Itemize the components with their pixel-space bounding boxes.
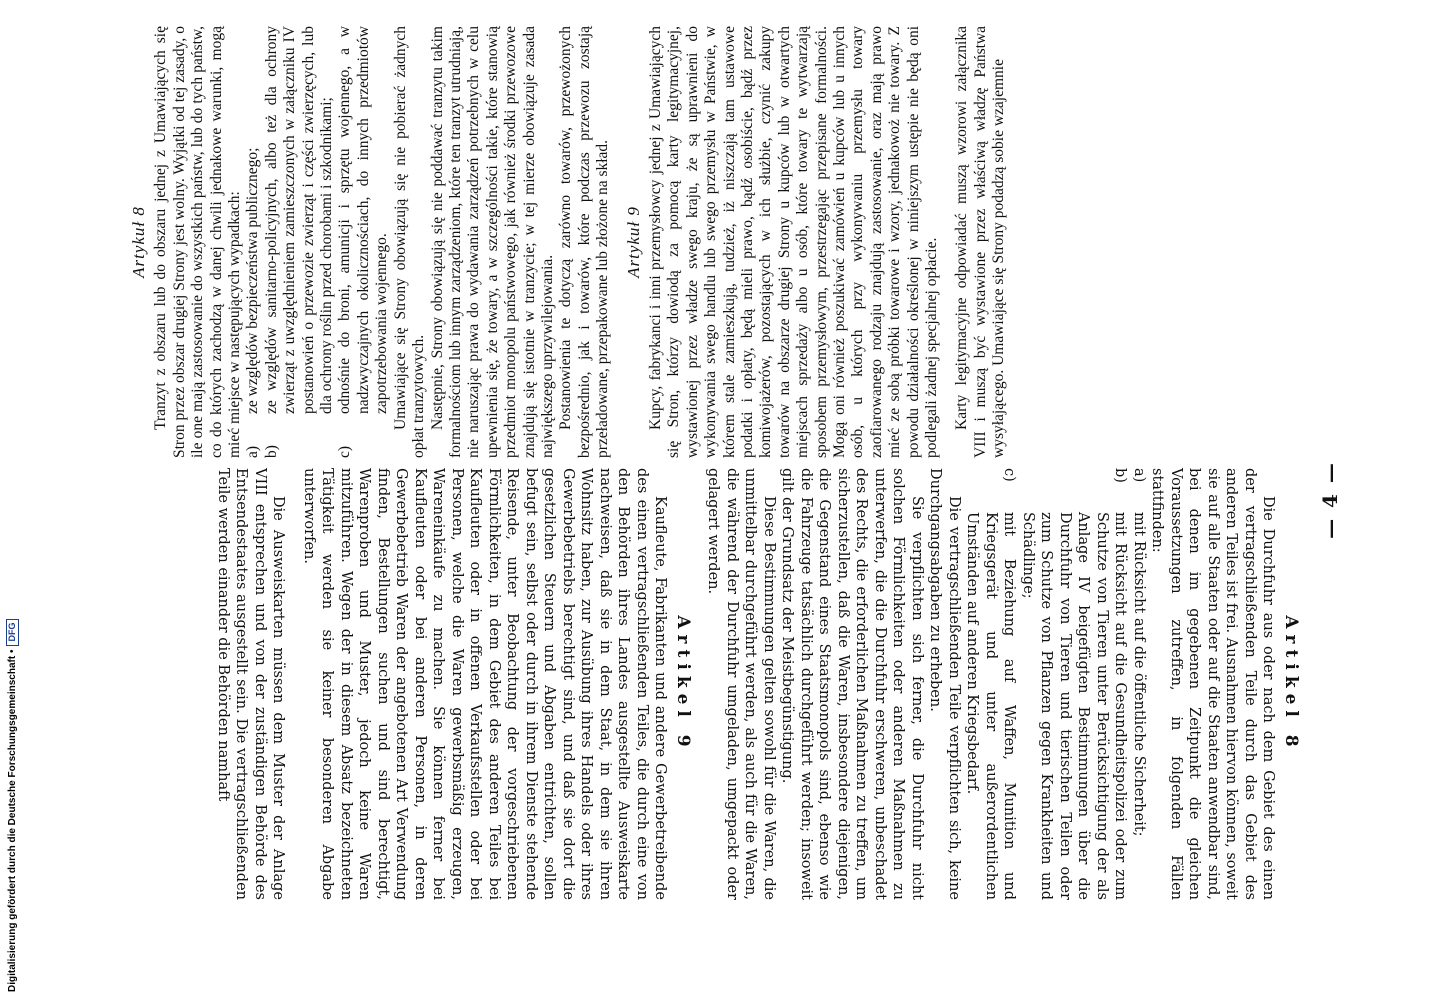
list-item: [1019, 468, 1130, 900]
polish-article8-title: Artykuł 8: [129, 206, 148, 278]
list-item: [336, 26, 391, 458]
list-item-label: c): [1001, 468, 1018, 482]
list-item-text: mit Rücksicht auf die Gesundheitspolizei oder zum Schutze von Tieren unter Berücksichtigung der als Anlage IV beigefügten Bestimmungen über die Durchfuhr von Tieren und tierischen Teilen oder zum Schutze von Pflanzen gegen Krankheiten und Schädlinge;: [1020, 512, 1129, 900]
polish-article8-para4: Postanowienia te dotyczą zarówno towarów, przewożonych bezpośrednio, jak i towarów, które podczas przewozu zostają przeładowane, przepakowane lub złożone na skład.: [557, 26, 612, 458]
german-article8-intro: Die Durchfuhr aus oder nach dem Gebiet des einen der vertragschließenden Teile durch das Gebiet des anderen Teiles ist frei. Ausnahmen hiervon können, soweit sie auf alle Staaten oder auf die Staaten anwendbar sind, bei denen im gegebenen Zeitpunkt die gleichen Voraussetzungen zutreffen, in folgenden Fällen stattfinden:: [1149, 468, 1277, 900]
polish-article8-list: [244, 26, 391, 458]
german-column: [130, 468, 1300, 900]
list-item-text: mit Rücksicht auf die öffentliche Sicherheit;: [1131, 512, 1147, 837]
polish-column: [130, 26, 1300, 458]
list-item-label: b): [1112, 468, 1129, 483]
polish-article9-para2: Karty legitymacyjne odpowiadać muszą wzorowi załącznika VIII i muszą być wystawione przez właściwą władzę Państwa wysyłającego. Umawiające się Strony podadzą sobie wzajemnie: [953, 26, 1008, 458]
footer-text: Digitalisierung gefördert durch die Deutsche Forschungsgemeinschaft •: [7, 649, 19, 992]
list-item: [263, 26, 337, 458]
list-item: [1130, 468, 1149, 900]
list-item: [963, 468, 1019, 900]
dfg-logo: DFG: [6, 619, 19, 646]
german-article8-para3: Sie verpflichten sich ferner, die Durchfuhr nicht solchen Förmlichkeiten oder anderen Maßnahmen zu unterwerfen, die die Durchfuhr erschweren, unbeschadet des Rechts, die erforderlichen Maßnahmen zu treffen, um sicherzustellen, daß die Waren, insbesondere diejenigen, die Gegenstand eines Staatsmonopols sind, ebenso wie die Fahrzeuge tatsächlich durchgeführt werden; insoweit gilt der Grundsatz der Meistbegünstigung.: [779, 468, 925, 900]
polish-article9-title: Artykuł 9: [623, 206, 643, 278]
german-article8-title: Artikel 8: [1281, 615, 1301, 753]
list-item-label: b): [262, 445, 280, 458]
list-item-text: ze względów bezpieczeństwa publicznego;: [244, 147, 262, 414]
digitization-footer: [6, 619, 19, 992]
german-article9-para2: Die Ausweiskarten müssen dem Muster der Anlage VIII entsprechen und von der zuständigen Behörde des Entsendestaates ausgestellt sein. Die vertragschließenden Teile werden einander die Behörden namhaft: [215, 468, 287, 900]
polish-article8-para2: Umawiające się Strony obowiązują się nie pobierać żadnych opłat tranzytowych.: [391, 26, 428, 458]
list-item-label: c): [336, 445, 354, 458]
polish-article8-intro: Tranzyt z obszaru lub do obszaru jednej z Umawiających się Stron przez obszar drugiej Strony jest wolny. Wyjątki od tej zasady, o ile one mają zastosowanie do wszystkich państw, lub do tych państw, co do których zachodzą w danej chwili jednakowe warunki, mogą mieć miejsce w następujących wypadkach:: [152, 26, 244, 458]
german-article8-para4: Diese Bestimmungen gelten sowohl für die Waren, die unmittelbar durchgeführt werden, als auch für die Waren, die während der Durchfuhr umgeladen, umgepackt oder gelagert werden.: [705, 468, 777, 900]
list-item-text: mit Beziehung auf Waffen, Munition und Kriegsgerät und unter außerordentlichen Umständen auf anderen Kriegsbedarf.: [964, 512, 1018, 900]
list-item: [244, 26, 262, 458]
german-article9-para1: Kaufleute, Fabrikanten und andere Gewerbetreibende des einen vertragschließenden Teiles, die durch eine von den Behörden ihres Landes ausgestellte Ausweiskarte nachweisen, daß sie in dem Staat, in dem sie ihren Wohnsitz haben, zur Ausübung ihres Handels oder ihres Gewerbebetriebs berechtigt sind, und daß sie dort die gesetzlichen Steuern und Abgaben entrichten, sollen befugt sein, selbst oder durch in ihrem Dienste stehende Reisende, unter Beobachtung der vorgeschriebenen Förmlichkeiten, in dem Gebiet des anderen Teiles bei Kaufleuten oder in offenen Verkaufsstellen oder bei Personen, welche die Waren gewerbsmäßig erzeugen, Wareneinkäufe zu machen. Sie können ferner bei Kaufleuten oder bei anderen Personen, in deren Gewerbebetrieb Waren der angebotenen Art Verwendung finden, Bestellungen suchen und sind berechtigt, Warenproben und Muster, jedoch keine Waren mitzuführen. Wegen der in diesem Absatz bezeichneten Tätigkeit werden sie keiner besonderen Abgabe unterworfen.: [301, 468, 669, 900]
german-article8-para2: Die vertragschließenden Teile verpflichten sich, keine Durchgangsabgaben zu erheben.: [927, 468, 962, 900]
list-item-label: a): [1131, 468, 1147, 483]
list-item-text: odnośnie do broni, amunicji i sprzętu wojennego, a w nadzwyczajnych okolicznościach, do innych przedmiotów zapotrzebowania wojennego.: [336, 26, 391, 414]
list-item-text: ze względów sanitarno-policyjnych, albo też dla ochrony zwierząt z uwzględnieniem zamieszczonych w załączniku IV postanowień o przewozie zwierząt i części zwierzęcych, lub dla ochrony roślin przed chorobami i szkodnikami;: [262, 26, 336, 414]
german-article8-list: [963, 468, 1148, 900]
list-item-label: a): [244, 445, 262, 458]
polish-article8-para3: Następnie, Strony obowiązują się nie poddawać tranzytu takim formalnościom lub innym zarządzeniom, które ten tranzyt utrudniają, nie naruszając prawa do wydawania zarządzeń potrzebnych w celu upewnienia się, że towary, a w szczególności takie, które stanowią przedmiot monopolu państwowego, jak również środki przewozowe znajdują się istotnie w tranzycie; w tej mierze obowiązuje zasada największego uprzywilejowania.: [428, 26, 556, 458]
german-article9-title: Artikel 9: [673, 615, 693, 753]
polish-article9-para1: Kupcy, fabrykanci i inni przemysłowcy jednej z Umawiających się Stron, którzy dowiodą za pomocą karty legitymacyjnej, wystawionej przez władze swego kraju, że są uprawnieni do wykonywania swego handlu lub swego przemysłu w Państwie, w którem stale zamieszkują, tudzież, iż niszczają tam ustawowe podatki i opłaty, będą mieli prawo, bądź osobiście, bądź przez komiwojażerów, pozostających w ich służbie, czynić zakupy towarów na obszarze drugiej Strony u kupców lub w otwartych miejscach sprzedaży albo u osób, które towary te wytwarzają sposobem przemysłowym, przestrzegając przepisane formalności. Mogą oni również poszukiwać zamówień u kupców lub u innych osób, u których przy wykonywaniu przemysłu towary zaofiarowanego rodzaju znajdują zastosowanie, oraz mają prawo mieć ze sobą próbki towarowe i wzory, jednakowoż nie towary. Z powodu działalności określonej w niniejszym ustępie nie będą oni podlegali żadnej specjalnej opłacie.: [646, 26, 941, 458]
page-number: — 4 —: [1318, 461, 1342, 539]
